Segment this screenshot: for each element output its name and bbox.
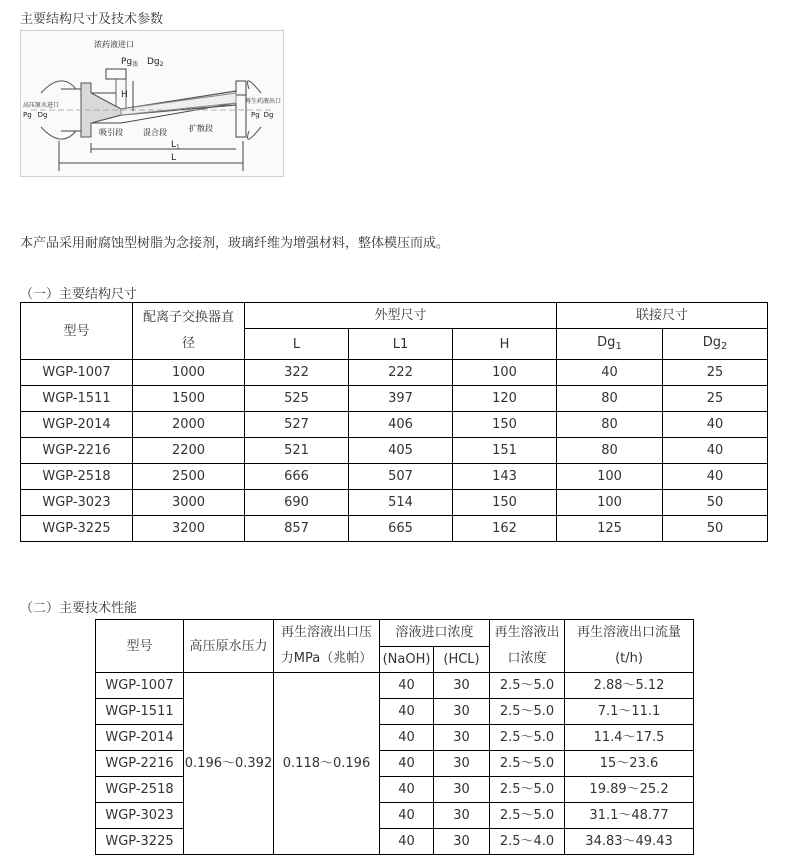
table-row: [21, 412, 768, 438]
table-cell: WGP-3225: [21, 516, 133, 542]
col-naoh: (NaOH): [380, 646, 434, 673]
col-dg2: $Dg_2$: [663, 329, 768, 360]
right-outlet-label: 再生药液出口: [245, 98, 282, 105]
table-cell: 125: [557, 516, 663, 542]
table-cell: WGP-2518: [21, 464, 133, 490]
table-cell: 30: [434, 699, 490, 725]
col-L: L: [245, 329, 349, 360]
outlet-pressure-value: 0.118～0.196: [274, 673, 380, 855]
table-cell: 2.5～4.0: [490, 829, 565, 855]
table-cell: 31.1～48.77: [565, 803, 694, 829]
table-cell: 2.5～5.0: [490, 751, 565, 777]
table-cell: 507: [349, 464, 453, 490]
table-cell: 100: [557, 464, 663, 490]
table-cell: 80: [557, 438, 663, 464]
table-row: [21, 438, 768, 464]
table-cell: 34.83～49.43: [565, 829, 694, 855]
table-cell: 525: [245, 386, 349, 412]
table-cell: 100: [557, 490, 663, 516]
ejector-diagram: [20, 30, 284, 177]
table-cell: 19.89～25.2: [565, 777, 694, 803]
table-cell: 222: [349, 360, 453, 386]
segment-diffuser-label: 扩散段: [189, 124, 213, 133]
table-cell: 857: [245, 516, 349, 542]
left-inlet-label: 高压原水进口: [23, 102, 60, 109]
table-cell: 7.1～11.1: [565, 699, 694, 725]
l-label: L: [171, 153, 177, 163]
table-cell: 2000: [133, 412, 245, 438]
table-cell: 40: [380, 699, 434, 725]
table-cell: 120: [453, 386, 557, 412]
table-cell: 521: [245, 438, 349, 464]
table-cell: 30: [434, 777, 490, 803]
table-cell: 2.5～5.0: [490, 777, 565, 803]
section1-title: （一）主要结构尺寸: [20, 287, 138, 302]
table-cell: 514: [349, 490, 453, 516]
table-cell: 11.4～17.5: [565, 725, 694, 751]
table-cell: 1000: [133, 360, 245, 386]
table-cell: 40: [380, 673, 434, 699]
table-cell: 666: [245, 464, 349, 490]
col-model: 型号: [96, 620, 184, 673]
table-cell: 30: [434, 803, 490, 829]
table-cell: 40: [380, 725, 434, 751]
table-cell: WGP-1007: [96, 673, 184, 699]
table-cell: 527: [245, 412, 349, 438]
col-outlet-conc: 再生溶液出 口浓度: [490, 620, 565, 673]
table-cell: 30: [434, 673, 490, 699]
table-row: [21, 386, 768, 412]
table-cell: 40: [663, 438, 768, 464]
table-cell: 40: [557, 360, 663, 386]
segment-suction-label: 吸引段: [99, 128, 123, 137]
col-connect-size: 联接尺寸: [557, 303, 768, 329]
table-cell: 3000: [133, 490, 245, 516]
right-pg-label: Pg Dg: [251, 111, 274, 119]
table-cell: 30: [434, 725, 490, 751]
table-cell: 30: [434, 829, 490, 855]
table-cell: 143: [453, 464, 557, 490]
table-cell: 322: [245, 360, 349, 386]
performance-table: [95, 619, 694, 855]
table-cell: 40: [380, 829, 434, 855]
table-cell: 406: [349, 412, 453, 438]
col-model: 型号: [21, 303, 133, 360]
table-cell: 50: [663, 516, 768, 542]
table-cell: 405: [349, 438, 453, 464]
table-cell: WGP-1007: [21, 360, 133, 386]
table-cell: WGP-2216: [96, 751, 184, 777]
table-cell: 690: [245, 490, 349, 516]
table-cell: 2.5～5.0: [490, 803, 565, 829]
col-H: H: [453, 329, 557, 360]
col-inlet-conc: 溶液进口浓度: [380, 620, 490, 647]
table-cell: 25: [663, 386, 768, 412]
table-cell: 2500: [133, 464, 245, 490]
table-cell: 150: [453, 490, 557, 516]
col-diameter: 配离子交换器直 径: [133, 303, 245, 360]
col-dg1: $Dg_1$: [557, 329, 663, 360]
table-cell: 40: [663, 464, 768, 490]
table-cell: 25: [663, 360, 768, 386]
table-cell: WGP-2014: [96, 725, 184, 751]
l1-label: $L_1$: [171, 140, 180, 151]
table-row: [96, 673, 694, 699]
section2-title: （二）主要技术性能: [20, 601, 138, 616]
left-pg-label: Pg Dg: [23, 111, 48, 119]
table-row: [21, 464, 768, 490]
table-row: [21, 490, 768, 516]
table-cell: 162: [453, 516, 557, 542]
table-row: [21, 516, 768, 542]
col-hcl: (HCL): [434, 646, 490, 673]
table-cell: 80: [557, 386, 663, 412]
table-cell: 2.5～5.0: [490, 699, 565, 725]
table-cell: 15～23.6: [565, 751, 694, 777]
table-cell: WGP-3023: [96, 803, 184, 829]
segment-mixing-label: 混合段: [143, 128, 167, 137]
inlet-label: 浓药液进口: [94, 40, 134, 49]
table-cell: 40: [380, 803, 434, 829]
table-cell: 40: [380, 751, 434, 777]
table-cell: 2.88～5.12: [565, 673, 694, 699]
table-cell: WGP-1511: [96, 699, 184, 725]
intro-paragraph: 本产品采用耐腐蚀型树脂为念接剂，玻璃纤维为增强材料，整体模压而成。: [20, 236, 450, 251]
h-label: H: [121, 90, 128, 100]
table-cell: WGP-1511: [21, 386, 133, 412]
table-cell: 3200: [133, 516, 245, 542]
col-pressure: 高压原水压力: [184, 620, 274, 673]
table-cell: 100: [453, 360, 557, 386]
pg-label: $Pg_浓$: [121, 57, 139, 68]
table-cell: 2.5～5.0: [490, 673, 565, 699]
table-cell: 50: [663, 490, 768, 516]
main-heading: 主要结构尺寸及技术参数: [20, 12, 164, 27]
table-cell: 151: [453, 438, 557, 464]
col-flow: 再生溶液出口流量 (t/h): [565, 620, 694, 673]
dimensions-table: [20, 302, 768, 542]
table-cell: WGP-3225: [96, 829, 184, 855]
table-cell: WGP-3023: [21, 490, 133, 516]
table-cell: 397: [349, 386, 453, 412]
table-cell: WGP-2518: [96, 777, 184, 803]
table-cell: 40: [380, 777, 434, 803]
table-cell: 40: [663, 412, 768, 438]
table-cell: 1500: [133, 386, 245, 412]
table-cell: WGP-2216: [21, 438, 133, 464]
pressure-value: 0.196～0.392: [184, 673, 274, 855]
table-cell: WGP-2014: [21, 412, 133, 438]
table-cell: 80: [557, 412, 663, 438]
table-cell: 2200: [133, 438, 245, 464]
table-row: [21, 360, 768, 386]
table-cell: 665: [349, 516, 453, 542]
ejector-drawing: [21, 31, 283, 176]
table-cell: 150: [453, 412, 557, 438]
col-outer-size: 外型尺寸: [245, 303, 557, 329]
table-cell: 2.5～5.0: [490, 725, 565, 751]
col-L1: L1: [349, 329, 453, 360]
col-outlet-pressure: 再生溶液出口压 力MPa（兆帕）: [274, 620, 380, 673]
dg2-label: $Dg_2$: [147, 57, 164, 68]
table-cell: 30: [434, 751, 490, 777]
